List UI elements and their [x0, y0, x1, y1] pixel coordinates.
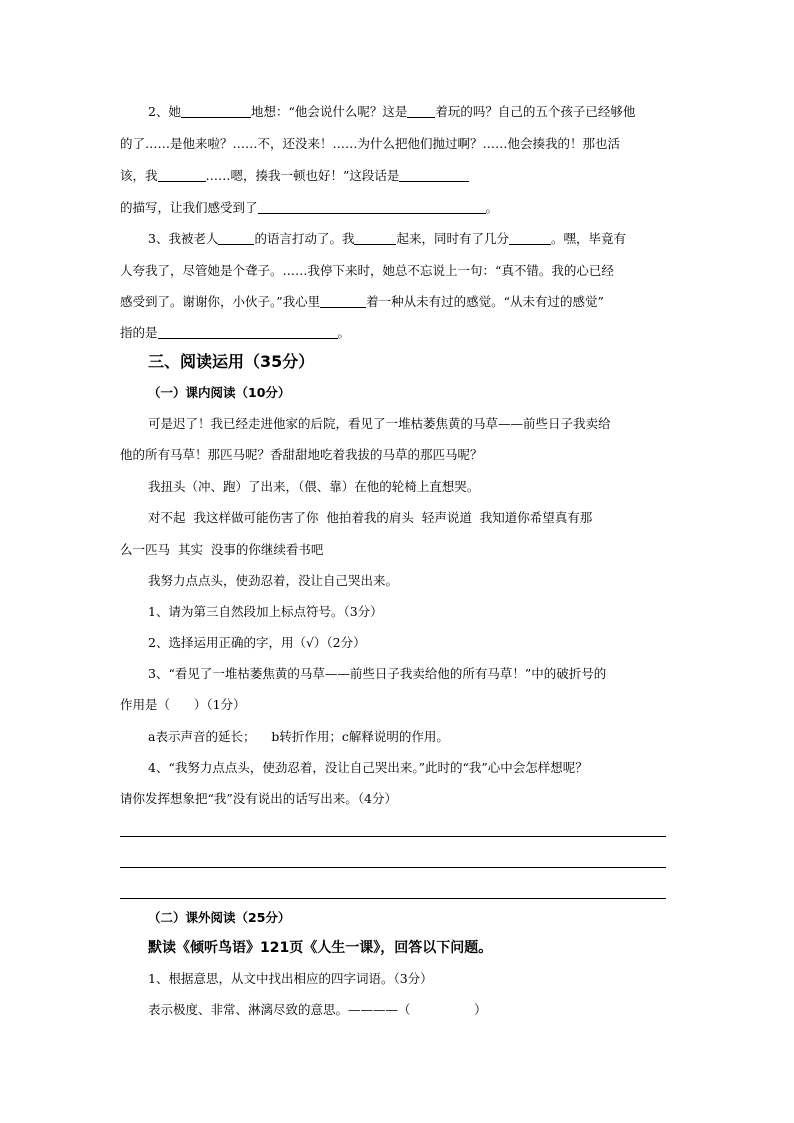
answer-line-2[interactable]: [120, 867, 666, 868]
q2-blank-4[interactable]: [399, 169, 469, 182]
q3-blank-4[interactable]: [320, 295, 366, 308]
q2-line-2: 的了……是他来啦？……不，还没来！……为什么把他们抛过啊？……他会揍我的！那也活: [120, 136, 621, 151]
q3-number: 3、我被老人: [148, 231, 219, 246]
part1-question-2: 2、选择运用正确的字，用（√）（2分）: [148, 635, 366, 650]
q2-text: 着玩的吗？自己的五个孩子已经够他: [435, 104, 636, 119]
q2-line-3: [120, 168, 794, 184]
part-1-title: （一）课内阅读（10分）: [148, 385, 291, 400]
q2-blank-3[interactable]: [158, 169, 206, 182]
q3-text: 着一种从未有过的感觉。“从未有过的感觉”: [366, 294, 604, 309]
q3-blank-2[interactable]: [354, 232, 396, 245]
passage-para-1a: 可是迟了！我已经走进他家的后院，看见了一堆枯萎焦黄的马草——前些日子我卖给: [148, 416, 611, 431]
q2-blank-1[interactable]: [181, 105, 251, 118]
q3-line-1: [148, 231, 794, 247]
q3-text: 指的是: [120, 325, 158, 340]
part1-question-4a: 4、“我努力点点头，使劲忍着，没让自己哭出来。”此时的“我”心中会怎样想呢？: [148, 760, 588, 775]
part2-question-1a: 表示极度、非常、淋漓尽致的意思。————（ ）: [148, 1002, 487, 1017]
q2-number: 2、她: [148, 104, 181, 119]
passage-para-2: 我扭头（冲、跑）了出来，（偎、靠）在他的轮椅上直想哭。: [148, 479, 480, 494]
q3-blank-5[interactable]: [158, 326, 338, 339]
part-2-intro: 默读《倾听鸟语》121页《人生一课》，回答以下问题。: [148, 940, 493, 956]
q3-text: 起来，同时有了几分: [396, 231, 509, 246]
q3-blank-1[interactable]: [218, 232, 254, 245]
part-2-title: （二）课外阅读（25分）: [148, 910, 291, 925]
answer-line-3[interactable]: [120, 898, 666, 899]
part1-question-3-options: a表示声音的延长； b转折作用；c解释说明的作用。: [148, 729, 449, 744]
q3-line-3: [120, 294, 794, 310]
q2-text: 该，我: [120, 168, 158, 183]
q2-text: 地想：“他会说什么呢？这是: [250, 104, 408, 119]
q3-text: 。: [337, 325, 351, 340]
part2-question-1: 1、根据意思，从文中找出相应的四字词语。（3分）: [148, 971, 433, 986]
q2-blank-5[interactable]: [258, 201, 486, 214]
q2-blank-2[interactable]: [407, 105, 435, 118]
passage-para-1b: 他的所有马草！那匹马呢？香甜甜地吃着我拔的马草的那匹马呢？: [120, 447, 483, 462]
answer-line-1[interactable]: [120, 836, 666, 837]
q3-text: 。嘿，毕竟有: [550, 231, 626, 246]
q3-blank-3[interactable]: [509, 232, 551, 245]
passage-para-3b: 么一匹马 其实 没事的你继续看书吧: [120, 542, 324, 557]
q2-text: ……嗯，揍我一顿也好！”这段话是: [205, 168, 400, 183]
q2-line-1: [148, 104, 794, 120]
part1-question-4b: 请你发挥想象把“我”没有说出的话写出来。（4分）: [120, 791, 397, 806]
part1-question-3b: 作用是（ ）（1分）: [120, 697, 246, 712]
section-3-title: 三、阅读运用（35分）: [148, 352, 315, 371]
q2-text: 的描写，让我们感受到了: [120, 200, 258, 215]
q3-text: 感受到了。谢谢你，小伙子。”我心里: [120, 294, 321, 309]
q3-line-4: [120, 325, 794, 341]
q3-text: 的语言打动了。我: [254, 231, 355, 246]
passage-para-4: 我努力点点头，使劲忍着，没让自己哭出来。: [148, 573, 399, 588]
q2-line-4: [120, 200, 794, 216]
passage-para-3a: 对不起 我这样做可能伤害了你 他拍着我的肩头 轻声说道 我知道你希望真有那: [148, 510, 593, 525]
part1-question-3a: 3、“看见了一堆枯萎焦黄的马草——前些日子我卖给他的所有马草！”中的破折号的: [148, 666, 607, 681]
q2-text: 。: [485, 200, 499, 215]
part1-question-1: 1、请为第三自然段加上标点符号。（3分）: [148, 604, 383, 619]
q3-line-2: 人夸我了，尽管她是个聋子。……我停下来时，她总不忘说上一句：“真不错。我的心已经: [120, 263, 614, 278]
